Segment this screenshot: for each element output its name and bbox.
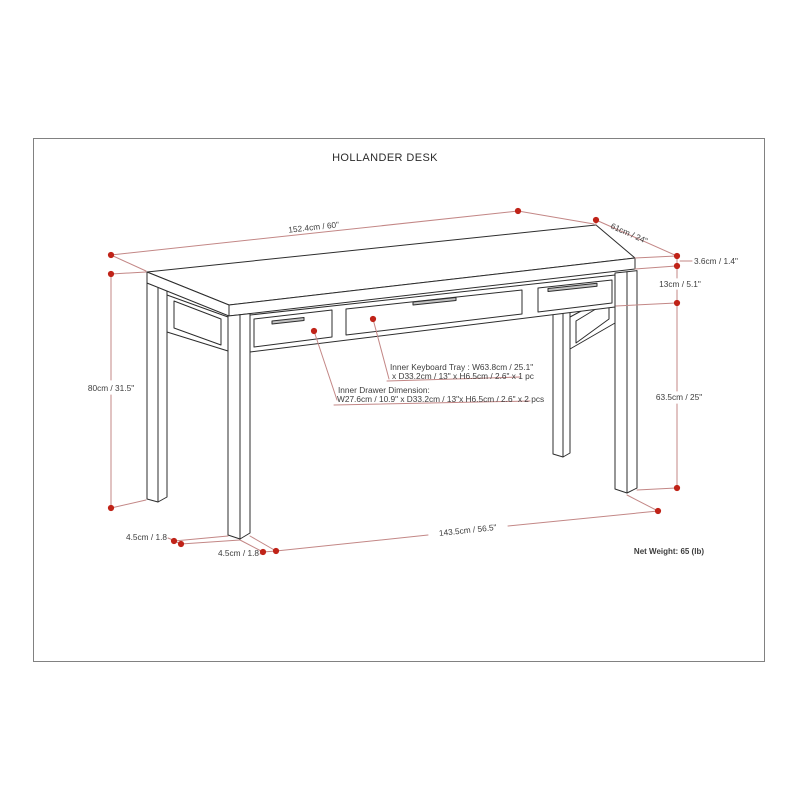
dim-label-top-width: 152.4cm / 60" xyxy=(287,219,340,235)
callout-drawer-line1: Inner Drawer Dimension: xyxy=(338,385,430,395)
front-left-leg xyxy=(228,314,250,539)
dim-label-back-leg-thickness: 4.5cm / 1.8 xyxy=(125,532,167,542)
net-weight-label: Net Weight: 65 (lb) xyxy=(633,547,704,556)
diagram-title: HOLLANDER DESK xyxy=(332,152,438,164)
callout-drawer-line2: W27.6cm / 10.9" x D33.2cm / 13"x H6.5cm / 2.6" x 2 pcs xyxy=(337,394,545,404)
dim-label-leg-clearance: 63.5cm / 25" xyxy=(655,392,703,402)
callout-keyboard-tray-line1: Inner Keyboard Tray : W63.8cm / 25.1" xyxy=(390,362,534,372)
dim-label-overall-height: 80cm / 31.5" xyxy=(87,383,135,393)
dim-label-apron-height: 13cm / 5.1" xyxy=(659,279,701,289)
dim-label-top-depth: 61cm / 24" xyxy=(609,220,650,246)
dim-label-front-leg-thickness: 4.5cm / 1.8 xyxy=(217,548,259,558)
back-left-leg xyxy=(147,283,167,502)
front-right-leg xyxy=(615,271,637,493)
dim-label-between-legs: 143.5cm / 56.5" xyxy=(438,522,497,539)
dim-label-top-thickness: 3.6cm / 1.4" xyxy=(694,256,738,266)
back-right-leg xyxy=(553,311,570,457)
callout-keyboard-tray-line2: x D33.2cm / 13" x H6.5cm / 2.6" x 1 pc xyxy=(392,371,534,381)
desk-drawing xyxy=(147,225,637,539)
